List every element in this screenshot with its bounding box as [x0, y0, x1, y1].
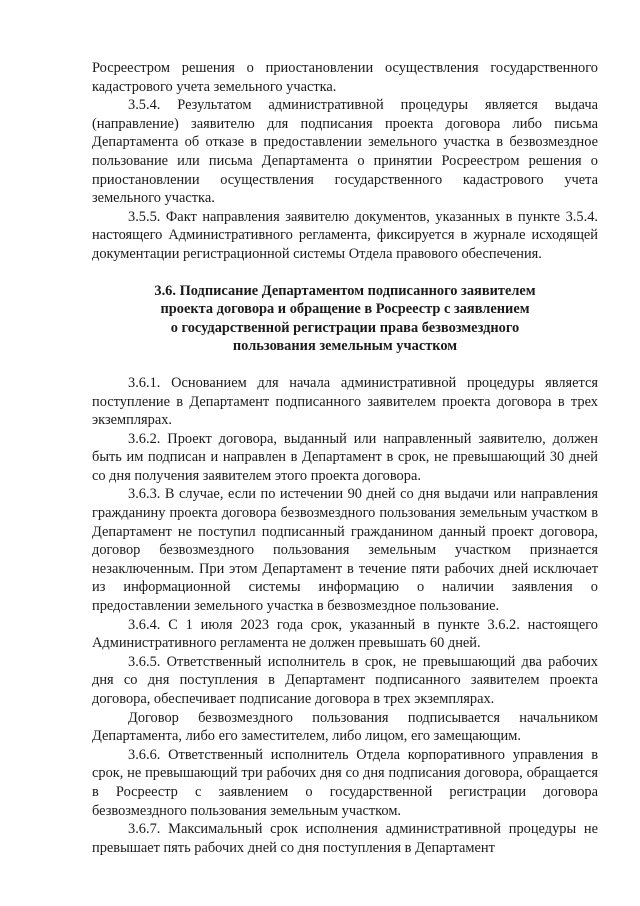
paragraph-3-5-4: 3.5.4. Результатом административной процедуры является выдача (направление) заявителю для подписания проекта договора либо письма Департамента об отказе в предоставлении земельного участка в безвозмездное пользование или письма Департамента о принятии Росреестром решения о приостановлении осуществления государственного кадастрового учета земельного участка. [92, 97, 598, 207]
paragraph-3-6-3: 3.6.3. В случае, если по истечении 90 дней со дня выдачи или направления гражданину проекта договора безвозмездного пользования земельным участком в Департамент не поступил подписанный гражданином данный проект договора, договор безвозмездного пользования земельным участком признается незаключенным. При этом Департамент в течение пяти рабочих дней исключает из информационной системы информацию о наличии заявления о предоставлении земельного участка в безвозмездное пользование. [92, 486, 598, 615]
document-body [92, 59, 598, 857]
heading-line: о государственной регистрации права безвозмездного [170, 319, 520, 336]
paragraph-3-6-6: 3.6.6. Ответственный исполнитель Отдела корпоративного управления в срок, не превышающий три рабочих дня со дня подписания договора, обращается в Росреестр с заявлением о государственной регистрации договора безвозмездного пользования земельным участком. [92, 746, 598, 819]
section-heading-3-6 [92, 282, 598, 356]
paragraph-3-6-2: 3.6.2. Проект договора, выданный или направленный заявителю, должен быть им подписан и направлен в Департамент в срок, не превышающий 30 дней со дня получения заявителем этого проекта договора. [92, 430, 598, 484]
heading-line: проекта договора и обращение в Росреестр с заявлением [160, 301, 530, 318]
heading-line: 3.6. Подписание Департаментом подписанного заявителем [154, 282, 536, 299]
paragraph-3-6-1: 3.6.1. Основанием для начала административной процедуры является поступление в Департамент подписанного заявителем проекта договора в трех экземплярах. [92, 374, 598, 429]
paragraph-3-5-5: 3.5.5. Факт направления заявителю документов, указанных в пункте 3.5.4. настоящего Административного регламента, фиксируется в журнале исходящей документации регистрационной системы Отдела правового обеспечения. [92, 208, 598, 262]
paragraph-3-6-7: 3.6.7. Максимальный срок исполнения административной процедуры не превышает пять рабочих дней со дня поступления в Департамент [92, 821, 598, 856]
paragraph-contract-signing: Договор безвозмездного пользования подписывается начальником Департамента, либо его заместителем, либо лицом, его замещающим. [92, 709, 598, 745]
heading-line: пользования земельным участком [232, 338, 458, 355]
paragraph-continuation: Росреестром решения о приостановлении осуществления государственного кадастрового учета земельного участка. [92, 60, 598, 95]
paragraph-3-6-5: 3.6.5. Ответственный исполнитель в срок, не превышающий два рабочих дня со дня поступления в Департамент подписанного заявителем проекта договора, обеспечивает подписание договора в трех экземплярах. [92, 653, 598, 707]
paragraph-3-6-4: 3.6.4. С 1 июля 2023 года срок, указанный в пункте 3.6.2. настоящего Административного регламента не должен превышать 60 дней. [92, 616, 598, 652]
